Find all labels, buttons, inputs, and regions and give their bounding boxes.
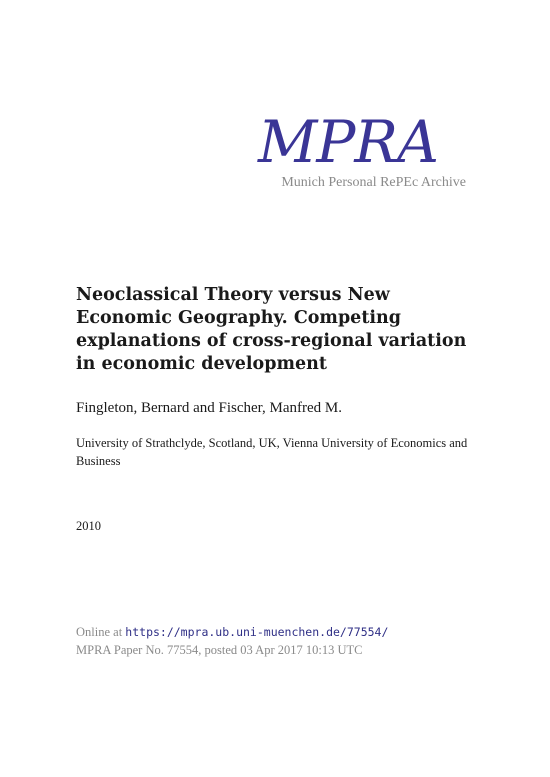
paper-year: 2010: [76, 519, 101, 533]
paper-info: MPRA Paper No. 77554, posted 03 Apr 2017 10:13 UTC: [76, 643, 363, 657]
paper-url-link[interactable]: https://mpra.ub.uni-muenchen.de/77554/: [125, 625, 389, 639]
paper-affiliation: University of Strathclyde, Scotland, UK, Vienna University of Economics and Business: [76, 436, 468, 468]
footer-info: [76, 623, 388, 659]
paper-authors: Fingleton, Bernard and Fischer, Manfred M.: [76, 400, 343, 416]
logo-subtitle: Munich Personal RePEc Archive: [281, 175, 466, 190]
mpra-logo: MPRA: [258, 108, 438, 176]
online-prefix: Online at: [76, 625, 123, 639]
online-line: [76, 623, 388, 641]
paper-title: Neoclassical Theory versus New Economic Geography. Competing explanations of cross-regional variation in economic development: [76, 285, 467, 374]
